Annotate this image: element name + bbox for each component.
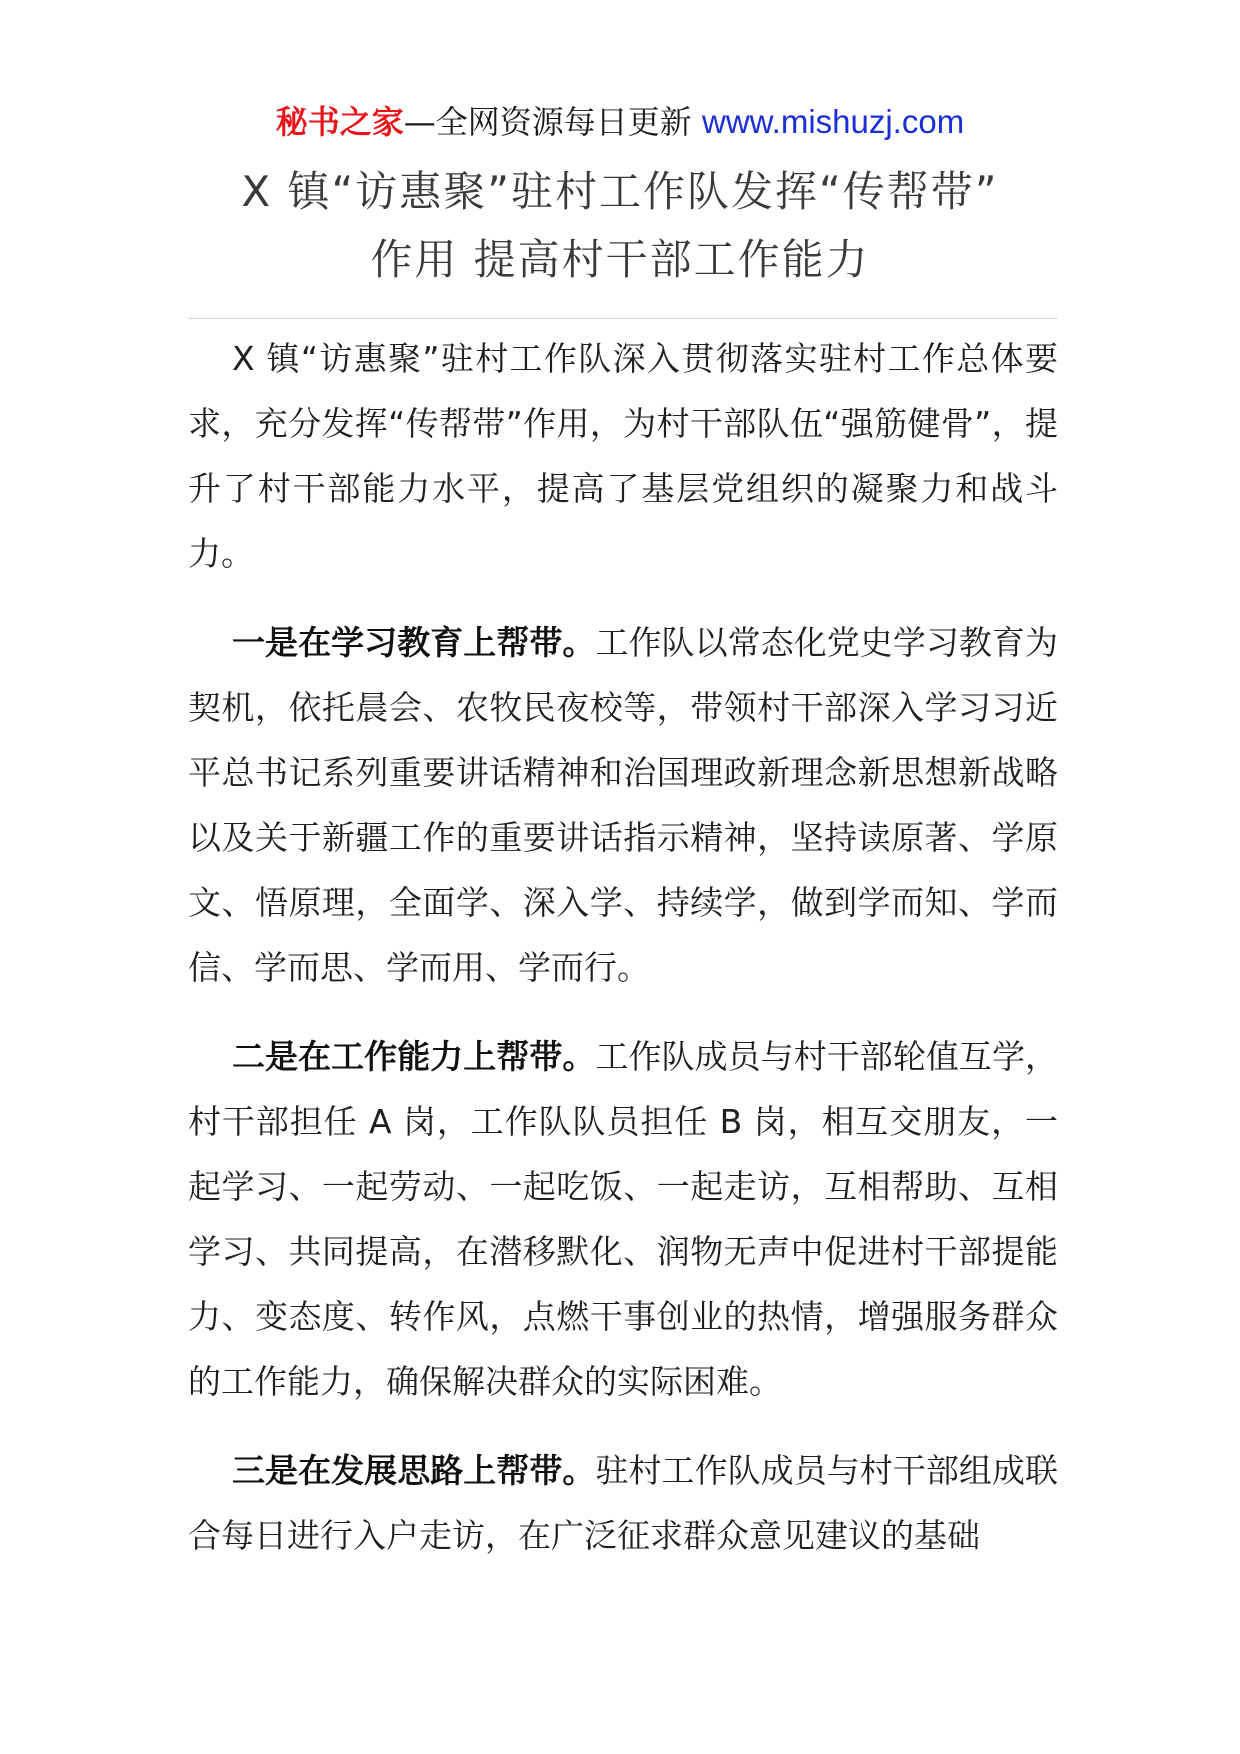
paragraph-intro bbox=[188, 326, 1058, 586]
title-divider bbox=[188, 318, 1058, 319]
site-banner bbox=[0, 100, 1240, 144]
paragraph-text: 工作队以常态化党史学习教育为契机，依托晨会、农牧民夜校等，带领村干部深入学习习近平总书记系列重要讲话精神和治国理政新理念新思想新战略以及关于新疆工作的重要讲话指示精神，坚持读原著、学原文、悟原理，全面学、深入学、持续学，做到学而知、学而信、学而思、学而用、学而行。 bbox=[188, 623, 1059, 987]
site-tagline: —全网资源每日更新 bbox=[403, 103, 702, 141]
paragraph-text: 工作队成员与村干部轮值互学，村干部担任 A 岗，工作队队员担任 B 岗，相互交朋友，一起学习、一起劳动、一起吃饭、一起走访，互相帮助、互相学习、共同提高，在潜移默化、润物无声中促进村干部提能力、变态度、转作风，点燃干事创业的热情，增强服务群众的工作能力，确保解决群众的实际困难。 bbox=[188, 1037, 1059, 1401]
title-line-2: 作用 提高村干部工作能力 bbox=[370, 235, 870, 284]
document-title bbox=[120, 158, 1120, 294]
site-url-link[interactable]: www.mishuzj.com bbox=[701, 103, 965, 140]
document-body bbox=[188, 326, 1058, 1592]
paragraph-study-education bbox=[188, 610, 1058, 1000]
paragraph-lead: 二是在工作能力上帮带。 bbox=[232, 1037, 596, 1076]
paragraph-development-ideas bbox=[188, 1438, 1058, 1568]
paragraph-lead: 三是在发展思路上帮带。 bbox=[232, 1451, 596, 1490]
paragraph-lead: 一是在学习教育上帮带。 bbox=[232, 623, 596, 662]
paragraph-work-ability bbox=[188, 1024, 1058, 1414]
paragraph-text: 驻村工作队成员与村干部组成联合每日进行入户走访，在广泛征求群众意见建议的基础 bbox=[188, 1451, 1059, 1555]
title-line-1: X 镇“访惠聚”驻村工作队发挥“传帮带” bbox=[241, 167, 999, 216]
site-name: 秘书之家 bbox=[275, 103, 404, 141]
paragraph-text: X 镇“访惠聚”驻村工作队深入贯彻落实驻村工作总体要求，充分发挥“传帮带”作用，为村干部队伍“强筋健骨”，提升了村干部能力水平，提高了基层党组织的凝聚力和战斗力。 bbox=[188, 339, 1058, 573]
